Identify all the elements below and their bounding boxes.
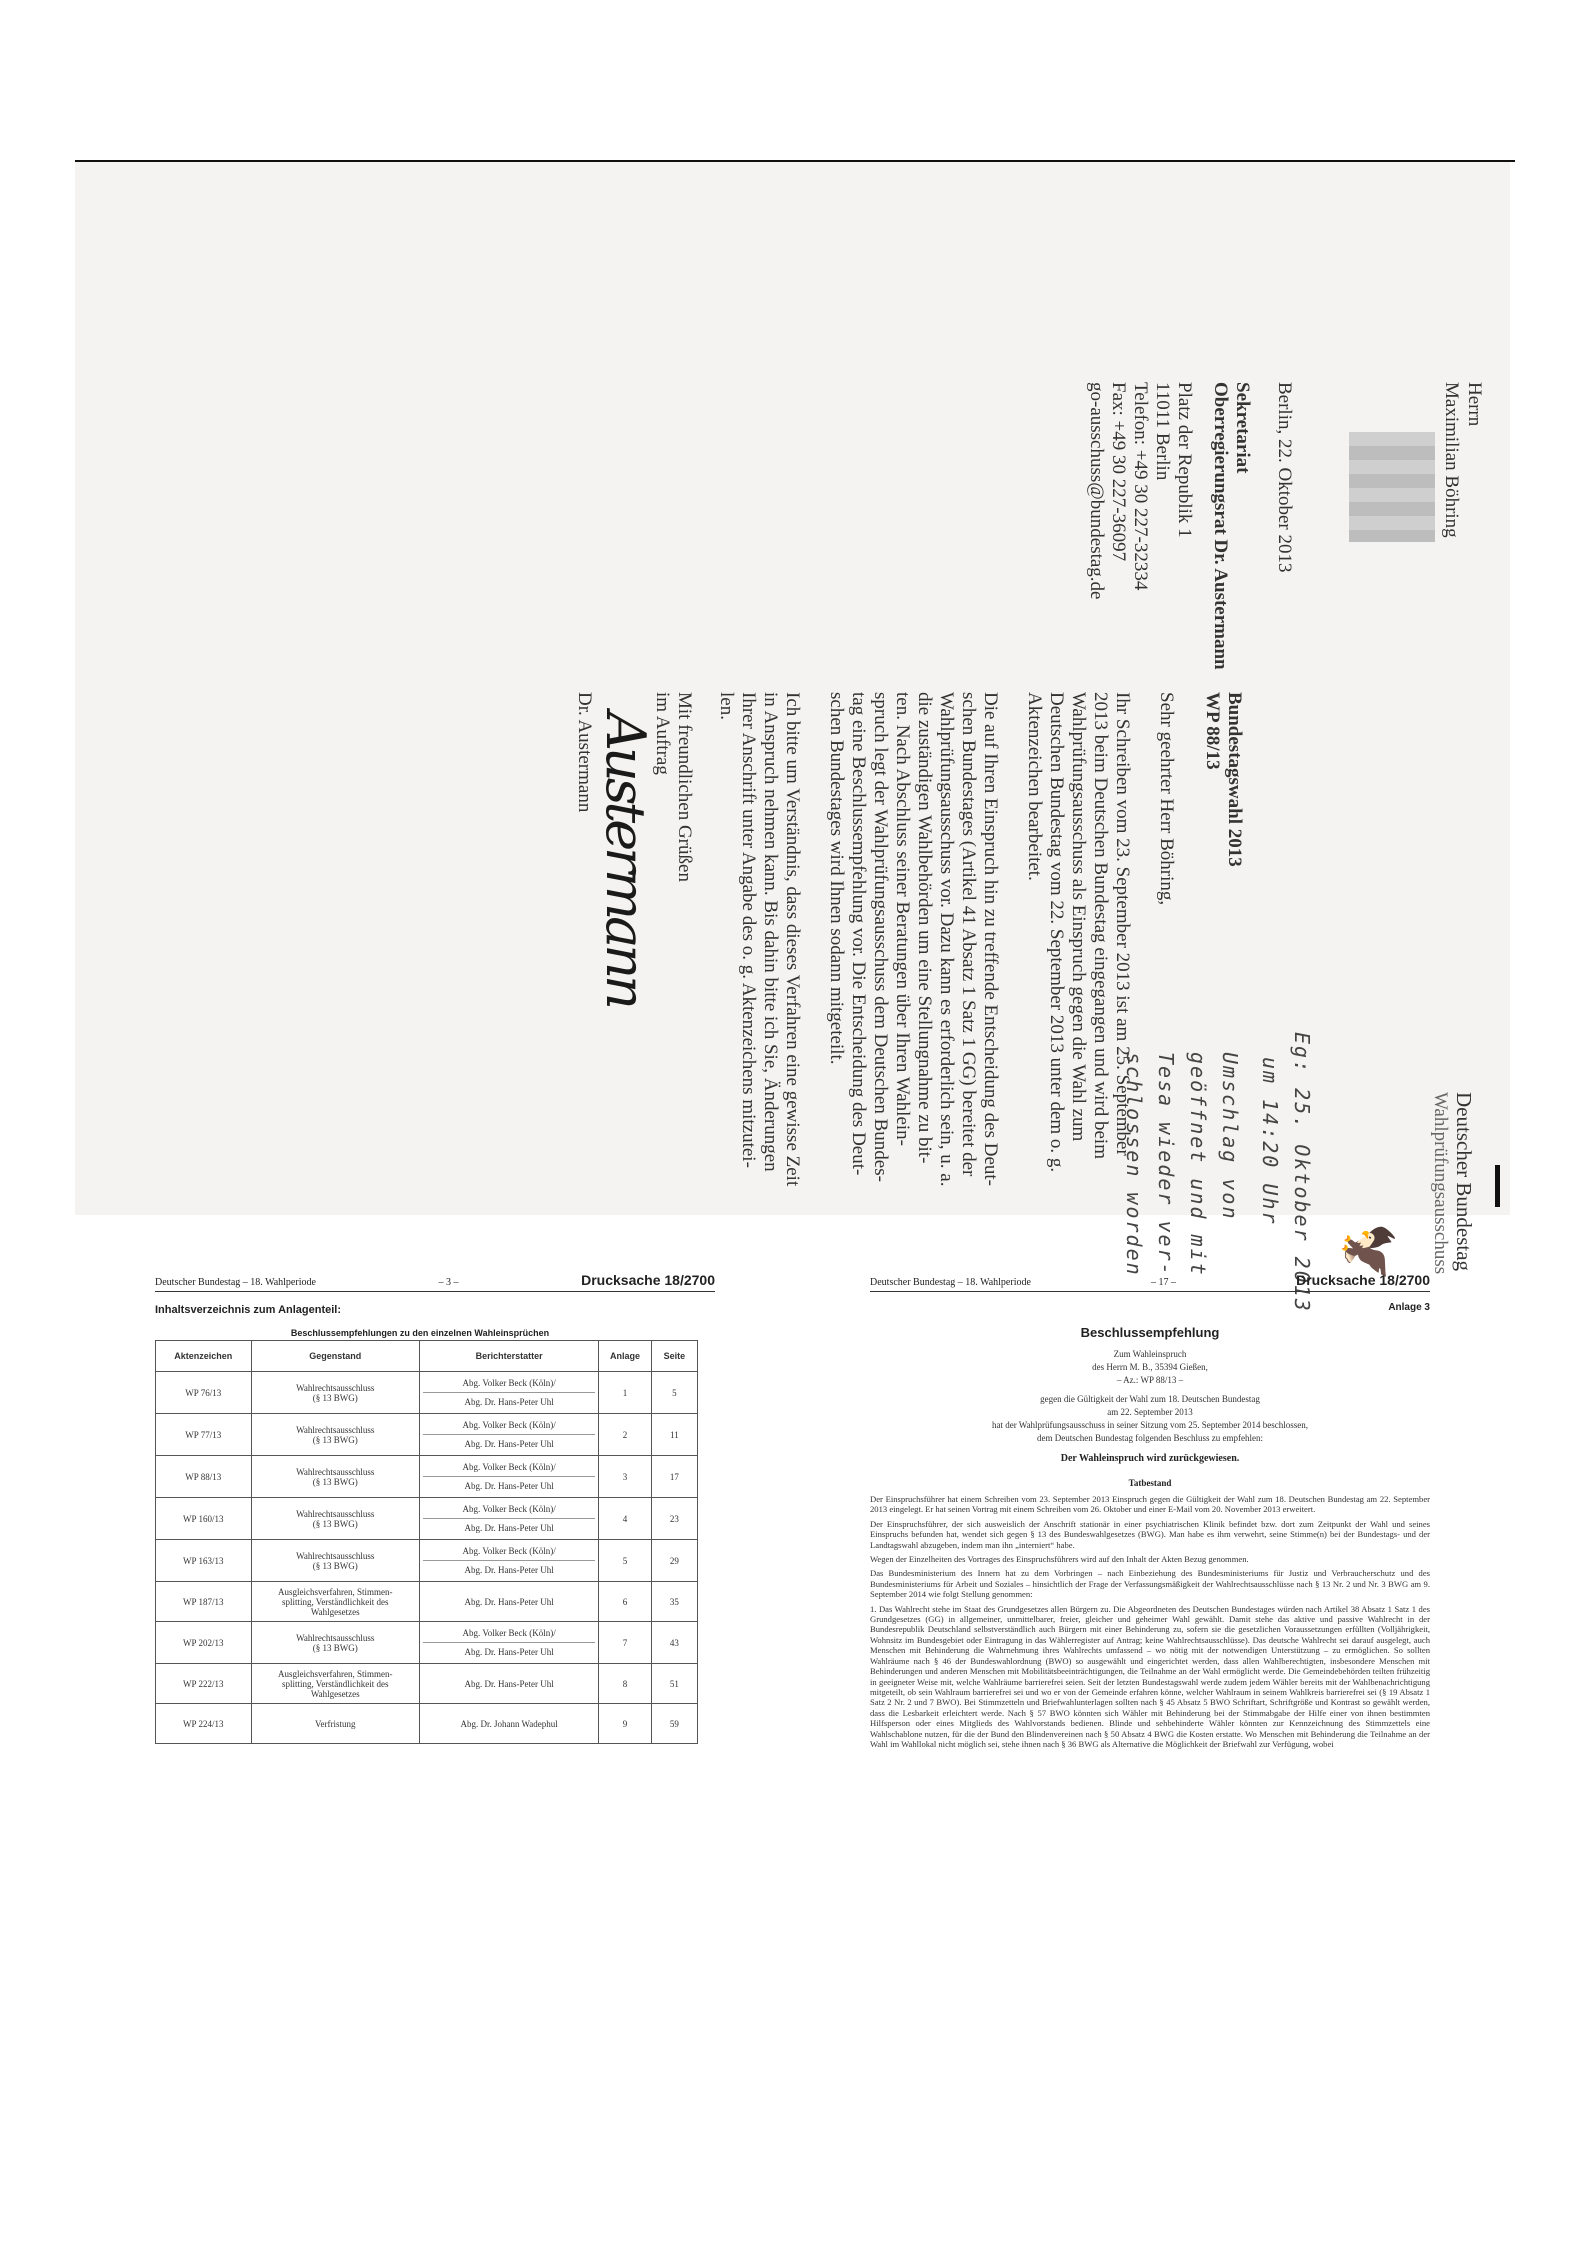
gegenstand-line: (§ 13 BWG) xyxy=(312,1642,358,1653)
cell-aktenzeichen: WP 187/13 xyxy=(156,1582,252,1622)
anlagen-table-body xyxy=(156,1372,698,1744)
office-address-2: 11011 Berlin xyxy=(1152,382,1173,481)
cell-anlage: 5 xyxy=(599,1540,652,1582)
page-title: Inhaltsverzeichnis zum Anlagenteil: xyxy=(155,1304,342,1316)
cell-anlage: 1 xyxy=(599,1372,652,1414)
table-row xyxy=(156,1664,698,1704)
para3-line4: len. xyxy=(716,692,737,720)
cell-seite: 59 xyxy=(651,1704,697,1744)
handwritten-note-4: geöffnet und mit xyxy=(1186,1052,1210,1277)
cell-berichterstatter xyxy=(420,1498,599,1540)
gegenstand-line: splitting, Verständlichkeit des xyxy=(281,1678,389,1689)
page-inhaltsverzeichnis xyxy=(155,1272,715,1744)
berichterstatter-line: Abg. Volker Beck (Köln)/ xyxy=(462,1462,556,1472)
cell-seite: 23 xyxy=(651,1498,697,1540)
cell-berichterstatter xyxy=(420,1622,599,1664)
para1-line4: Deutschen Bundestag vom 22. September 2013 unter dem o. g. xyxy=(1046,692,1067,1173)
cell-gegenstand xyxy=(251,1414,420,1456)
header-drucksache: Drucksache 18/2700 xyxy=(1296,1272,1430,1288)
intro-line-4: gegen die Gültigkeit der Wahl zum 18. Deutschen Bundestag xyxy=(1040,1394,1260,1404)
table-row xyxy=(156,1414,698,1456)
cell-gegenstand xyxy=(251,1622,420,1664)
federal-eagle-icon: 🦅 xyxy=(1341,1222,1394,1282)
office-email: go-ausschuss@bundestag.de xyxy=(1086,382,1107,600)
header-drucksache: Drucksache 18/2700 xyxy=(581,1272,715,1288)
gegenstand-line: Wahlrechtsausschluss xyxy=(296,1382,375,1393)
gegenstand-line: Wahlgesetzes xyxy=(310,1688,360,1699)
para2-line3: Wahlprüfungsausschuss vor. Dazu kann es erforderlich sein, u. a. xyxy=(936,692,957,1187)
paragraph-3: Wegen der Einzelheiten des Vortrages des Einspruchsführers wird auf den Inhalt der Akten Bezug genommen. xyxy=(870,1554,1249,1565)
gegenstand-line: Ausgleichsverfahren, Stimmen- xyxy=(278,1668,393,1679)
office-phone: Telefon: +49 30 227-32334 xyxy=(1130,382,1151,591)
gegenstand-line: Wahlrechtsausschluss xyxy=(296,1508,375,1519)
cell-aktenzeichen: WP 160/13 xyxy=(156,1498,252,1540)
para3-line1: Ich bitte um Verständnis, dass dieses Verfahren eine gewisse Zeit xyxy=(782,692,803,1187)
cell-seite: 11 xyxy=(651,1414,697,1456)
intro-line-1: Zum Wahleinspruch xyxy=(1113,1349,1187,1359)
para3-line3: Ihrer Anschrift unter Angabe des o. g. Aktenzeichens mitzutei- xyxy=(738,692,759,1168)
gegenstand-line: Wahlgesetzes xyxy=(310,1606,360,1617)
berichterstatter-line: Abg. Volker Beck (Köln)/ xyxy=(462,1378,556,1388)
sender-name: Deutscher Bundestag xyxy=(1452,1092,1476,1272)
gegenstand-line: (§ 13 BWG) xyxy=(312,1560,358,1571)
para2-line8: schen Bundestages wird Ihnen sodann mitgeteilt. xyxy=(826,692,847,1065)
subject-line1: Bundestagswahl 2013 xyxy=(1224,692,1245,867)
col-seite: Seite xyxy=(651,1341,697,1372)
cell-gegenstand xyxy=(251,1582,420,1622)
paragraph-5: 1. Das Wahlrecht stehe im Staat des Grundgesetzes allen Bürgern zu. Die Abgeordneten des Deutschen Bundestages würden nach Artikel 38 Absatz 1 Satz 1 des Grundgesetzes (GG) in allgemeiner, unmittelbarer, freier, gleicher und geheimer Wahl gewählt. Damit stehe das aktive und passive Wahlrecht in der Bundesrepublik Deutschland selbstverständlich auch Bürgern mit einer Behinderung zu, sofern sie die gesetzlichen Voraussetzungen erfüllten (Volljährigkeit, Wohnsitz im Bundesgebiet oder Eintragung in das Wählerregister auf Antrag; keine Wahlrechtsausschlüsse). Das deutsche Wahlrecht sei darauf ausgelegt, auch Menschen mit Behinderung die Wahrnehmung ihres Wahlrechts umfassend – wo nötig mit der notwendigen Unterstützung – zu ermöglichen. So sollten Wahlräume nach § 46 der Bundeswahlordnung (BWO) so ausgewählt und eingerichtet werden, dass allen Wahlberechtigten, insbesondere Menschen mit Behinderungen und anderen Menschen mit Mobilitätsbeeinträchtigungen, die Teilnahme an der Wahl ermöglicht werde. Die Gemeindebehörden teilten frühzeitig in geeigneter Weise mit, welche Wahlräume barrierefrei seien. Seit der letzten Bundestagswahl werde zudem jedem Wähler bereits mit der Wahlbenachrichtigung mitgeteilt, ob sein Wahlraum barrierefrei sei und wo er von der Gemeinde erfahren könne, welcher Wahlraum in seinem Wahlkreis barrierefrei sei (§ 19 Absatz 1 Satz 2 Nr. 2 und 7 BWO). Bei Stimmzetteln und Briefwahlunterlagen sollten nach § 45 Absatz 5 BWO Schriftart, Schriftgröße und Kontrast so gewählt werden, dass die Lesbarkeit erleichtert werde. Nach § 57 BWO könnten sich Wähler mit Behinderung bei der Stimmabgabe der Hilfe einer von ihnen bestimmten Hilfsperson oder eines Mitglieds des Wahlvorstands bedienen. Blinde und sehbehinderte Wähler könnten zur Kennzeichnung des Stimmzettels eine Wahlschablone nutzen, für die der Bund den Blindenvereinen nach § 50 Absatz 4 BWG die Kosten erstatte. Wo Menschen mit Behinderung die Teilnahme an der Wahl im Wahllokal nicht möglich sei, stehe ihnen nach § 36 BWG als Alternative die Möglichkeit der Briefwahl zur Verfügung, wobei xyxy=(870,1603,1430,1749)
gegenstand-line: Wahlrechtsausschluss xyxy=(296,1424,375,1435)
handwritten-note-2: um 14:20 Uhr xyxy=(1258,1057,1282,1226)
col-aktenzeichen: Aktenzeichen xyxy=(156,1341,252,1372)
header-page-number: – 3 – xyxy=(438,1277,459,1288)
berichterstatter-line: Abg. Dr. Hans-Peter Uhl xyxy=(423,1560,595,1579)
table-row xyxy=(156,1372,698,1414)
cell-seite: 43 xyxy=(651,1622,697,1664)
header-left: Deutscher Bundestag – 18. Wahlperiode xyxy=(870,1277,1031,1288)
berichterstatter-line: Abg. Dr. Johann Wadephul xyxy=(460,1718,558,1729)
berichterstatter-line: Abg. Dr. Hans-Peter Uhl xyxy=(464,1678,554,1689)
paragraph-2: Der Einspruchsführer, der sich ausweislich der Anschrift stationär in einer psychiatrischen Klinik befindet bzw. dort zum Zeitpunkt der Wahl und seines Einspruchs befunden hat, wendet sich gegen § 13 des Bundeswahlgesetzes (BWG). Man habe es ihm verwehrt, seine Stimme(n) bei der Bundestags- und der Landtagswahl abzugeben, indem man ihn „interniert“ habe. xyxy=(870,1518,1430,1550)
cell-berichterstatter xyxy=(420,1540,599,1582)
intro-line-5: am 22. September 2013 xyxy=(1107,1407,1193,1417)
gegenstand-line: Wahlrechtsausschluss xyxy=(296,1632,375,1643)
header-left: Deutscher Bundestag – 18. Wahlperiode xyxy=(155,1277,316,1288)
office-fax: Fax: +49 30 227-36097 xyxy=(1108,382,1129,562)
page-header xyxy=(870,1272,1430,1292)
gegenstand-line: Verfristung xyxy=(315,1718,356,1729)
berichterstatter-line: Abg. Volker Beck (Köln)/ xyxy=(462,1504,556,1514)
handwritten-note-5: Tesa wieder ver- xyxy=(1154,1052,1178,1277)
cell-anlage: 6 xyxy=(599,1582,652,1622)
berichterstatter-line: Abg. Dr. Hans-Peter Uhl xyxy=(423,1476,595,1495)
letter-rotated-content xyxy=(75,352,1495,1352)
page-header xyxy=(155,1272,715,1292)
cell-aktenzeichen: WP 222/13 xyxy=(156,1664,252,1704)
header-page-number: – 17 – xyxy=(1151,1277,1177,1288)
sender-sub: Wahlprüfungsausschuss xyxy=(1430,1092,1451,1275)
cell-berichterstatter xyxy=(420,1414,599,1456)
scan-edge-mark xyxy=(1495,1165,1500,1207)
intro-line-6: hat der Wahlprüfungsausschuss in seiner Sitzung vom 25. September 2014 beschlossen, xyxy=(991,1420,1309,1430)
salutation: Sehr geehrter Herr Böhring, xyxy=(1156,692,1177,906)
recipient-line1: Herrn xyxy=(1464,382,1485,427)
cell-aktenzeichen: WP 202/13 xyxy=(156,1622,252,1664)
decision: Der Wahleinspruch wird zurückgewiesen. xyxy=(1060,1453,1240,1464)
cell-seite: 17 xyxy=(651,1456,697,1498)
handwritten-note-6: schlossen worden xyxy=(1122,1052,1146,1277)
para1-line5: Aktenzeichen bearbeitet. xyxy=(1024,692,1045,881)
subject-line2: WP 88/13 xyxy=(1202,692,1223,770)
cell-berichterstatter xyxy=(420,1664,599,1704)
cell-berichterstatter xyxy=(420,1582,599,1622)
cell-aktenzeichen: WP 163/13 xyxy=(156,1540,252,1582)
section-tatbestand: Tatbestand xyxy=(1128,1478,1172,1488)
cell-gegenstand xyxy=(251,1456,420,1498)
para2-line7: tag eine Beschlussempfehlung vor. Die Entscheidung des Deut- xyxy=(848,692,869,1176)
gegenstand-line: splitting, Verständlichkeit des xyxy=(281,1596,389,1607)
table-row xyxy=(156,1704,698,1744)
cell-gegenstand xyxy=(251,1704,420,1744)
berichterstatter-line: Abg. Dr. Hans-Peter Uhl xyxy=(423,1518,595,1537)
table-caption: Beschlussempfehlungen zu den einzelnen Wahleinsprüchen xyxy=(290,1328,550,1338)
berichterstatter-line: Abg. Volker Beck (Köln)/ xyxy=(462,1628,556,1638)
berichterstatter-line: Abg. Dr. Hans-Peter Uhl xyxy=(464,1596,554,1607)
gegenstand-line: Wahlrechtsausschluss xyxy=(296,1466,375,1477)
cell-anlage: 9 xyxy=(599,1704,652,1744)
para1-line1: Ihr Schreiben vom 23. September 2013 ist am 25. September xyxy=(1112,692,1133,1156)
para2-line1: Die auf Ihren Einspruch hin zu treffende Entscheidung des Deut- xyxy=(980,692,1001,1187)
closing-line1: Mit freundlichen Grüßen xyxy=(674,692,695,882)
para2-line6: spruch legt der Wahlprüfungsausschuss dem Deutschen Bundes- xyxy=(870,692,891,1182)
para1-line2: 2013 beim Deutschen Bundestag eingegangen und wird beim xyxy=(1090,692,1111,1159)
cell-aktenzeichen: WP 77/13 xyxy=(156,1414,252,1456)
paragraph-1: Der Einspruchsführer hat einem Schreiben vom 23. September 2013 Einspruch gegen die Gültigkeit der Wahl zum 18. Deutschen Bundestag am 22. September 2013 eingelegt. Er hat seinen Vortrag mit einem Schreiben vom 26. Oktober und einer E-Mail vom 20. November 2013 erweitert. xyxy=(870,1494,1430,1515)
cell-anlage: 8 xyxy=(599,1664,652,1704)
office-title: Sekretariat xyxy=(1232,382,1253,474)
cell-anlage: 3 xyxy=(599,1456,652,1498)
table-row xyxy=(156,1540,698,1582)
para2-line4: die zuständigen Wahlbehörden um eine Stellungnahme zu bit- xyxy=(914,692,935,1164)
para2-line5: ten. Nach Abschluss seiner Beratungen über Ihren Wahlein- xyxy=(892,692,913,1146)
cell-seite: 51 xyxy=(651,1664,697,1704)
para2-line2: schen Bundestages (Artikel 41 Absatz 1 Satz 1 GG) bereitet der xyxy=(958,692,979,1177)
col-berichterstatter: Berichterstatter xyxy=(420,1341,599,1372)
table-row xyxy=(156,1456,698,1498)
anlagen-table xyxy=(155,1340,698,1744)
cell-aktenzeichen: WP 88/13 xyxy=(156,1456,252,1498)
berichterstatter-line: Abg. Volker Beck (Köln)/ xyxy=(462,1420,556,1430)
cell-berichterstatter xyxy=(420,1456,599,1498)
cell-gegenstand xyxy=(251,1540,420,1582)
intro-line-3: – Az.: WP 88/13 – xyxy=(1116,1375,1184,1385)
intro-line-7: dem Deutschen Bundestag folgenden Beschluss zu empfehlen: xyxy=(1037,1433,1263,1443)
paragraph-4: Das Bundesministerium des Innern hat zu dem Vorbringen – nach Einbeziehung des Bundesministeriums für Justiz und Verbraucherschutz und des Bundesministeriums für Arbeit und Soziales – hinsichtlich der Frage der Verfassungsmäßigkeit der Wahlrechtsausschlüsse nach § 13 Nr. 2 und Nr. 3 BWG am 9. September 2014 wie folgt Stellung genommen: xyxy=(870,1568,1430,1600)
gegenstand-line: (§ 13 BWG) xyxy=(312,1518,358,1529)
cell-gegenstand xyxy=(251,1372,420,1414)
cell-gegenstand xyxy=(251,1664,420,1704)
gegenstand-line: (§ 13 BWG) xyxy=(312,1392,358,1403)
para3-line2: in Anspruch nehmen kann. Bis dahin bitte ich Sie, Änderungen xyxy=(760,692,781,1172)
berichterstatter-line: Abg. Dr. Hans-Peter Uhl xyxy=(423,1392,595,1411)
closing-line2: im Auftrag xyxy=(652,692,673,775)
cell-seite: 35 xyxy=(651,1582,697,1622)
date-line: Berlin, 22. Oktober 2013 xyxy=(1274,382,1295,573)
table-row xyxy=(156,1582,698,1622)
berichterstatter-line: Abg. Dr. Hans-Peter Uhl xyxy=(423,1434,595,1453)
office-address-1: Platz der Republik 1 xyxy=(1174,382,1195,538)
cell-seite: 29 xyxy=(651,1540,697,1582)
signature: Austermann xyxy=(594,712,657,1006)
beschluss-title: Beschlussempfehlung xyxy=(1080,1325,1220,1340)
cell-anlage: 2 xyxy=(599,1414,652,1456)
col-gegenstand: Gegenstand xyxy=(251,1341,420,1372)
gegenstand-line: Ausgleichsverfahren, Stimmen- xyxy=(278,1586,393,1597)
col-anlage: Anlage xyxy=(599,1341,652,1372)
intro-line-2: des Herrn M. B., 35394 Gießen, xyxy=(1092,1362,1208,1372)
cell-berichterstatter xyxy=(420,1704,599,1744)
cell-gegenstand xyxy=(251,1498,420,1540)
gegenstand-line: (§ 13 BWG) xyxy=(312,1434,358,1445)
berichterstatter-line: Abg. Volker Beck (Köln)/ xyxy=(462,1546,556,1556)
signer-name: Dr. Austermann xyxy=(574,692,595,813)
berichterstatter-line: Abg. Dr. Hans-Peter Uhl xyxy=(423,1642,595,1661)
table-row xyxy=(156,1498,698,1540)
cell-berichterstatter xyxy=(420,1372,599,1414)
para1-line3: Wahlprüfungsausschuss als Einspruch gegen die Wahl zum xyxy=(1068,692,1089,1142)
office-person: Oberregierungsrat Dr. Austermann xyxy=(1210,382,1231,670)
gegenstand-line: Wahlrechtsausschluss xyxy=(296,1550,375,1561)
recipient-line2: Maximilian Böhring xyxy=(1441,382,1462,538)
cell-aktenzeichen: WP 224/13 xyxy=(156,1704,252,1744)
cell-anlage: 7 xyxy=(599,1622,652,1664)
table-row xyxy=(156,1622,698,1664)
handwritten-note-1: Eg: 25. Oktober 2013 xyxy=(1290,1032,1314,1313)
redacted-address xyxy=(1349,432,1435,542)
gegenstand-line: (§ 13 BWG) xyxy=(312,1476,358,1487)
cell-aktenzeichen: WP 76/13 xyxy=(156,1372,252,1414)
page-beschlussempfehlung xyxy=(870,1272,1430,1752)
handwritten-note-3: Umschlag von xyxy=(1218,1052,1242,1221)
cell-anlage: 4 xyxy=(599,1498,652,1540)
cell-seite: 5 xyxy=(651,1372,697,1414)
anlage-label: Anlage 3 xyxy=(1388,1302,1430,1313)
